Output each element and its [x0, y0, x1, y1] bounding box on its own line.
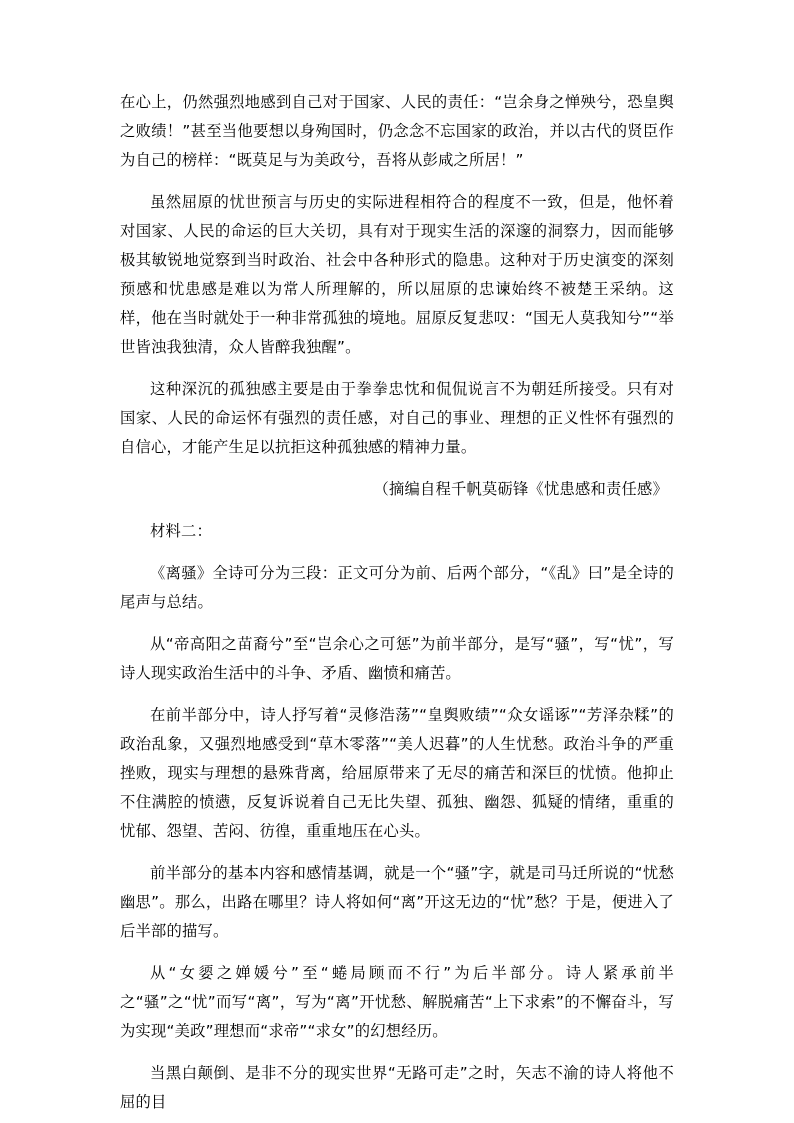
- paragraph-1-continuation: 在心上，仍然强烈地感到自己对于国家、人民的责任：“岂余身之惮殃兮，恐皇舆之败绩！”甚至当他要想以身殉国时，仍念念不忘国家的政治，并以古代的贤臣作为自己的榜样：“既莫足与为美政兮，吾将从彭咸之所居！”: [120, 93, 674, 169]
- material-two-heading: 材料二：: [150, 522, 212, 540]
- paragraph-5: 从“帝高阳之苗裔兮”至“岂余心之可惩”为前半部分，是写“骚”，写“忧”，写诗人现实政治生活中的斗争、矛盾、幽愤和痛苦。: [120, 635, 674, 682]
- document-page: [120, 88, 674, 1111]
- paragraph-6: 在前半部分中，诗人抒写着“灵修浩荡”“皇舆败绩”“众女谣诼”“芳泽杂糅”的政治乱象，又强烈地感受到“草木零落”“美人迟暮”的人生忧愁。政治斗争的严重挫败，现实与理想的悬殊背离，给屈原带来了无尽的痛苦和深巨的忧愤。他抑止不住满腔的愤懑，反复诉说着自己无比失望、孤独、幽怨、狐疑的情绪，重重的忧郁、怨望、苦闷、彷徨，重重地压在心头。: [120, 706, 674, 840]
- paragraph-4: 《离骚》全诗可分为三段：正文可分为前、后两个部分，“《乱》曰”是全诗的尾声与总结。: [120, 564, 674, 611]
- paragraph-7: 前半部分的基本内容和感情基调，就是一个“骚”字，就是司马迁所说的“忧愁幽思”。那么，出路在哪里？诗人将如何“离”开这无边的“忧”愁？于是，便进入了后半部的描写。: [120, 864, 674, 940]
- paragraph-8: 从“女媭之婵媛兮”至“蜷局顾而不行”为后半部分。诗人紧承前半之“骚”之“忧”而写“离”，写为“离”开忧愁、解脱痛苦“上下求索”的不懈奋斗，写为实现“美政”理想而“求帝”“求女”的幻想经历。: [120, 964, 674, 1040]
- paragraph-2: 虽然屈原的忧世预言与历史的实际进程相符合的程度不一致，但是，他怀着对国家、人民的命运的巨大关切，具有对于现实生活的深邃的洞察力，因而能够极其敏锐地觉察到当时政治、社会中各种形式的隐患。这种对于历史演变的深刻预感和忧患感是难以为常人所理解的，所以屈原的忠谏始终不被楚王采纳。这样，他在当时就处于一种非常孤独的境地。屈原反复悲叹：“国无人莫我知兮”“举世皆浊我独清，众人皆醉我独醒”。: [120, 193, 674, 356]
- paragraph-3: 这种深沉的孤独感主要是由于拳拳忠忱和侃侃说言不为朝廷所接受。只有对国家、人民的命运怀有强烈的责任感，对自己的事业、理想的正义性怀有强烈的自信心，才能产生足以抗拒这种孤独感的精神力量。: [120, 380, 674, 456]
- paragraph-9: 当黑白颠倒、是非不分的现实世界“无路可走”之时，矢志不渝的诗人将他不屈的目: [120, 1064, 674, 1111]
- source-citation: （摘编自程千帆莫砺锋《忧患感和责任感》: [373, 480, 668, 498]
